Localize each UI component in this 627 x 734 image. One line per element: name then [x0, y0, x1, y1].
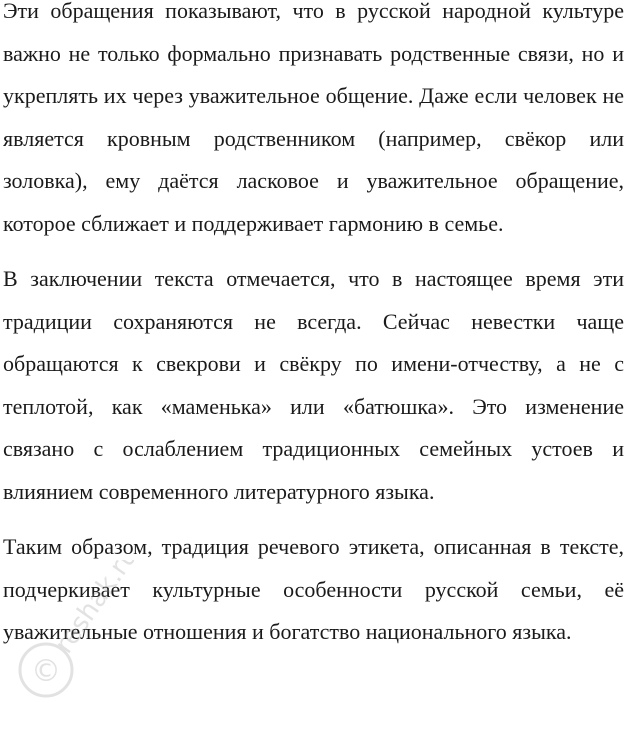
document-body — [3, 0, 624, 667]
paragraph-1: Эти обращения показывают, что в русской народной культуре важно не только формально признавать родственные связи, но и укреплять их через уважительное общение. Даже если человек не является кровным родственником (например, свёкор или золовка), ему даётся ласковое и уважительное обращение, которое сближает и поддерживает гармонию в семье. — [3, 0, 624, 236]
paragraph-2: В заключении текста отмечается, что в настоящее время эти традиции сохраняются не всегда. Сейчас невестки чаще обращаются к свекрови и свёкру по имени-отчеству, а не с теплотой, как «маменька» или «батюшка». Это изменение связано с ослаблением традиционных семейных устоев и влиянием современного литературного языка. — [3, 266, 624, 504]
svg-text:©: © — [31, 654, 61, 689]
watermark-text: reshak.ru — [49, 560, 145, 660]
paragraph-3: Таким образом, традиция речевого этикета, описанная в тексте, подчеркивает культурные особенности русской семьи, её уважительные отношения и богатство национального языка. — [3, 534, 624, 644]
